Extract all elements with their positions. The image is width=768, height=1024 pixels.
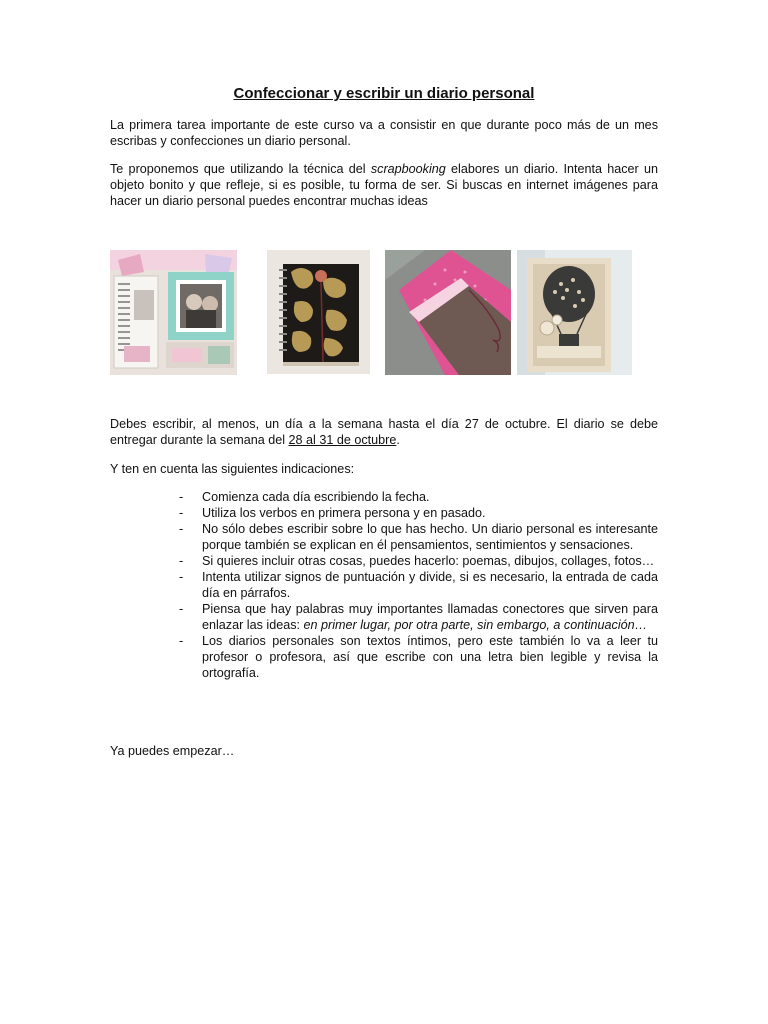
bullet-dash: - [179,490,184,504]
spiral-notebook-image [267,250,370,374]
list-item [110,553,658,569]
bullet-dash: - [179,570,184,584]
list-item-text: Si quieres incluir otras cosas, puedes hacerlo: poemas, dibujos, collages, fotos… [202,554,655,568]
instructions-intro: Y ten en cuenta las siguientes indicaciones: [110,462,355,476]
list-item-text: Comienza cada día escribiendo la fecha. [202,490,430,504]
list-item [110,521,658,553]
list-item [110,569,658,601]
list-item-text: Piensa que hay palabras muy importantes llamadas conectores que sirven para enlazar las ideas: [202,602,658,632]
scrapbooking-term: scrapbooking [370,162,446,176]
bullet-dash: - [179,522,184,536]
list-item-text: Los diarios personales son textos íntimos, pero este también lo va a leer tu profesor o profesora, así que escribe con una letra bien legible y revisa la ortografía. [202,634,658,680]
bullet-dash: - [179,634,184,648]
list-item [110,505,658,521]
list-item-text: Intenta utilizar signos de puntuación y divide, si es necesario, la entrada de cada día en párrafos. [202,570,658,600]
example-images-row [0,250,768,376]
bullet-dash: - [179,506,184,520]
deadline-paragraph [110,416,658,448]
bullet-dash: - [179,602,184,616]
bullet-dash: - [179,554,184,568]
intro-paragraph: La primera tarea importante de este curso va a consistir en que durante poco más de un mes escribas y confecciones un diario personal. [110,118,658,148]
list-item-text: Utiliza los verbos en primera persona y en pasado. [202,506,486,520]
deadline-dates: 28 al 31 de octubre [288,433,397,447]
balloon-card-image [517,250,632,375]
technique-text-before: Te proponemos que utilizando la técnica del [110,162,371,176]
page-title: Confeccionar y escribir un diario personal [233,85,535,102]
scrapbook-collage-image [110,250,237,375]
list-item [110,601,658,633]
closing-line: Ya puedes empezar… [110,744,235,758]
pink-fabric-notebook-image [385,250,511,375]
instructions-list [110,489,658,681]
list-item-text: No sólo debes escribir sobre lo que has hecho. Un diario personal es interesante porque también se explican en él pensamientos, sentimientos y sensaciones. [202,522,658,552]
technique-paragraph [110,161,658,209]
list-item [110,489,658,505]
deadline-text-before: Debes escribir, al menos, un día a la semana hasta el día 27 de octubre. El diario se debe entregar durante la semana del [110,417,658,447]
list-item [110,633,658,681]
technique-text-after: elabores un diario. Intenta hacer un objeto bonito y que refleje, si es posible, tu forma de ser. Si buscas en internet imágenes para hacer un diario personal puedes encontrar muchas ideas [110,162,658,208]
deadline-text-after: . [396,433,400,447]
connectors-examples: en primer lugar, por otra parte, sin embargo, a continuación… [303,618,648,632]
